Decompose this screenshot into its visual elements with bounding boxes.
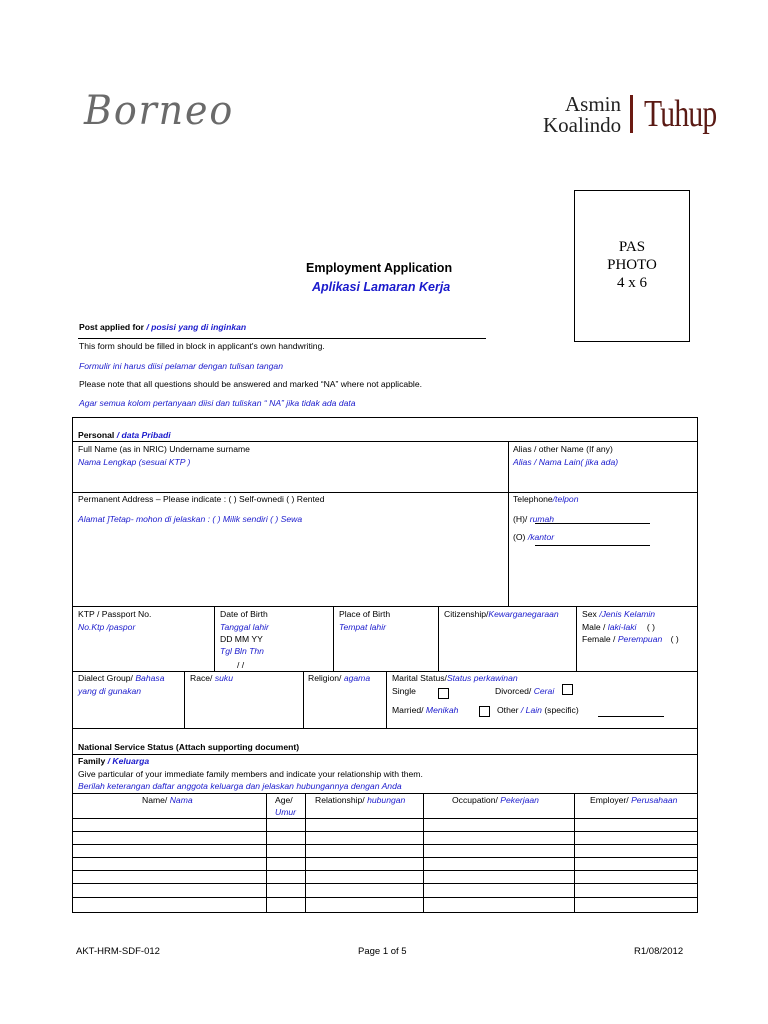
ktp-label-id: No.Ktp /paspor <box>78 622 136 632</box>
page-title: Employment Application <box>306 261 453 275</box>
dialect-label: Dialect Group/ Bahasa <box>78 673 165 683</box>
footer-revision: R1/08/2012 <box>634 946 684 957</box>
family-col-age-id: Umur <box>275 807 297 817</box>
dob-label: Date of Birth <box>220 609 268 619</box>
other-option-label: Other / Lain (specific) <box>497 705 579 715</box>
office-phone-label: (O) /kantor <box>513 532 555 542</box>
page-subtitle: Aplikasi Lamaran Kerja <box>312 280 451 294</box>
pob-label: Place of Birth <box>339 609 391 619</box>
dob-label-id: Tanggal lahir <box>220 622 269 632</box>
home-phone-label: (H)/ rumah <box>513 514 555 524</box>
photo-label-2: PHOTO <box>607 257 657 273</box>
race-label: Race/ suku <box>190 673 233 683</box>
family-col-age: Age/ <box>275 795 293 805</box>
photo-label-1: PAS <box>618 239 646 255</box>
telephone-label: Telephone/telpon <box>513 494 579 504</box>
national-service-label: National Service Status (Attach supporting document) <box>78 742 300 752</box>
alias-label: Alias / other Name (If any) <box>513 444 613 454</box>
alias-label-id: Alias / Nama Lain( jika ada) <box>513 457 619 467</box>
family-instruction: Give particular of your immediate family members and indicate your relationship with them. <box>78 769 423 779</box>
personal-section-header: Personal / data Pribadi <box>78 430 171 440</box>
pob-label-id: Tempat lahir <box>339 622 386 632</box>
post-applied-label: Post applied for / posisi yang di inginkan <box>79 322 247 332</box>
post-applied-line[interactable] <box>78 338 486 339</box>
divorced-option-label: Divorced/ Cerai <box>495 686 555 696</box>
logo-divider <box>630 95 633 133</box>
married-option-label: Married/ Menikah <box>392 705 459 715</box>
family-col-occupation: Occupation/ Pekerjaan <box>452 795 539 805</box>
borneo-logo: Borneo <box>84 88 235 134</box>
asmin-logo-text: Asmin <box>565 92 622 116</box>
family-section-header: Family / Keluarga <box>78 756 150 766</box>
family-col-name: Name/ Nama <box>142 795 193 805</box>
instruction-1-id: Formulir ini harus diisi pelamar dengan tulisan tangan <box>79 361 283 371</box>
footer-page-number: Page 1 of 5 <box>358 946 407 957</box>
family-col-relationship: Relationship/ hubungan <box>315 795 406 805</box>
male-option[interactable]: Male / laki-laki ( ) <box>582 622 655 632</box>
married-checkbox[interactable] <box>479 706 490 717</box>
instruction-2: Please note that all questions should be answered and marked “NA” where not applicable. <box>79 379 423 389</box>
single-checkbox[interactable] <box>438 688 449 699</box>
photo-box <box>574 190 690 342</box>
photo-label-3: 4 x 6 <box>617 275 647 291</box>
footer-doc-code: AKT-HRM-SDF-012 <box>76 946 160 957</box>
female-option[interactable]: Female / Perempuan ( ) <box>582 634 679 644</box>
religion-label: Religion/ agama <box>308 673 371 683</box>
marital-label: Marital Status/Status perkawinan <box>392 673 518 683</box>
koalindo-logo-text: Koalindo <box>543 113 622 137</box>
other-specific-line[interactable] <box>598 716 664 717</box>
full-name-label: Full Name (as in NRIC) Undername surname <box>78 444 250 454</box>
ktp-label: KTP / Passport No. <box>78 609 152 619</box>
family-instruction-id: Berilah keterangan daftar anggota keluarga dan jelaskan hubungannya dengan Anda <box>78 781 402 791</box>
address-label: Permanent Address – Please indicate : ( ) Self-ownedi ( ) Rented <box>78 494 325 504</box>
full-name-label-id: Nama Lengkap (sesuai KTP ) <box>78 457 191 467</box>
divorced-checkbox[interactable] <box>562 684 573 695</box>
sex-label: Sex /Jenis Kelamin <box>582 609 656 619</box>
single-option-label: Single <box>392 686 416 696</box>
home-phone-line[interactable] <box>535 523 650 524</box>
dob-slashes: / / <box>237 660 245 670</box>
citizenship-label: Citizenship/Kewarganegaraan <box>444 609 559 619</box>
instruction-2-id: Agar semua kolom pertanyaan diisi dan tuliskan “ NA” jika tidak ada data <box>79 398 356 408</box>
dob-format-id: Tgl Bln Thn <box>220 646 264 656</box>
dialect-label-id: yang di gunakan <box>78 686 142 696</box>
dob-format: DD MM YY <box>220 634 263 644</box>
family-col-employer: Employer/ Perusahaan <box>590 795 678 805</box>
office-phone-line[interactable] <box>535 545 650 546</box>
address-label-id: Alamat ]Tetap- mohon di jelaskan : ( ) Milik sendiri ( ) Sewa <box>78 514 303 524</box>
tuhup-logo-text: Tuhup <box>644 93 717 135</box>
instruction-1: This form should be filled in block in applicant's own handwriting. <box>79 341 325 351</box>
